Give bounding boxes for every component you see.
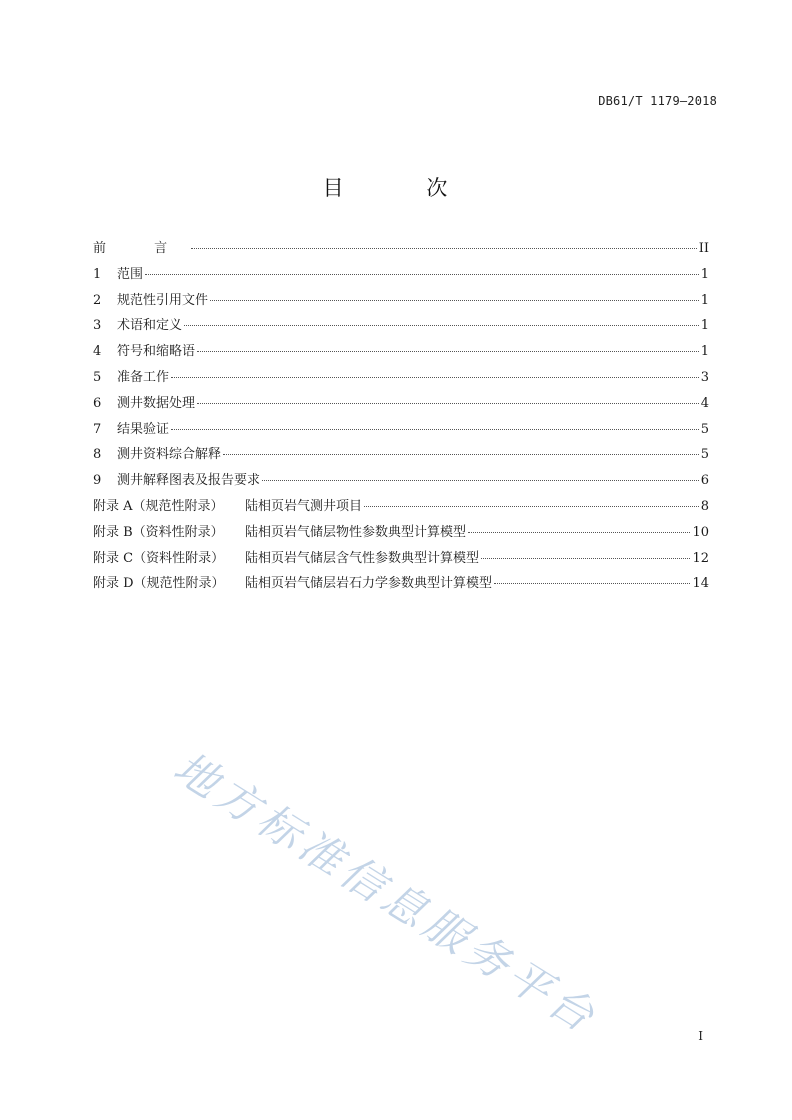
toc-entry-page: 14 <box>692 576 709 592</box>
toc-entry-page: 5 <box>700 421 709 437</box>
toc-entry-label: 测井资料综合解释 <box>117 447 222 463</box>
toc-entry-label: 术语和定义 <box>117 318 183 334</box>
toc-entry-number: 5 <box>93 369 102 385</box>
toc-entry-number: 1 <box>93 266 102 282</box>
toc-appendix-prefix: 附录 A（规范性附录） <box>93 498 224 514</box>
toc-entry-label: 测井数据处理 <box>117 395 196 411</box>
toc-entry-number: 6 <box>93 395 102 411</box>
toc-title: 目 次 <box>322 176 486 200</box>
toc-entry-label: 准备工作 <box>117 369 170 385</box>
dot-leader <box>171 428 699 430</box>
toc-entry-appendix-d[interactable] <box>93 571 709 597</box>
table-of-contents <box>93 236 709 597</box>
page-number: I <box>698 1029 703 1043</box>
toc-entry-2[interactable] <box>93 288 709 314</box>
dot-leader <box>481 557 690 559</box>
doc-code: DB61/T 1179—2018 <box>598 94 717 108</box>
toc-entry-page: 5 <box>700 447 709 463</box>
toc-entry-number: 4 <box>93 344 102 360</box>
toc-appendix-prefix: 附录 D（规范性附录） <box>93 576 225 592</box>
dot-leader <box>468 531 690 533</box>
toc-entry-number: 9 <box>93 473 102 489</box>
toc-entry-appendix-b[interactable] <box>93 520 709 546</box>
toc-entry-label: 前 言 <box>93 241 190 256</box>
dot-leader <box>197 402 699 404</box>
toc-entry-label: 规范性引用文件 <box>117 292 209 308</box>
toc-entry-page: 1 <box>700 344 709 360</box>
toc-entry-foreword[interactable] <box>93 236 709 262</box>
toc-entry-label: 陆相页岩气储层含气性参数典型计算模型 <box>245 550 480 566</box>
toc-entry-label: 陆相页岩气储层岩石力学参数典型计算模型 <box>245 576 493 592</box>
toc-entry-appendix-c[interactable] <box>93 546 709 572</box>
toc-entry-label: 符号和缩略语 <box>117 344 196 360</box>
toc-entry-page: 6 <box>700 473 709 489</box>
dot-leader <box>197 350 699 352</box>
dot-leader <box>223 453 699 455</box>
dot-leader <box>171 376 699 378</box>
toc-entry-6[interactable] <box>93 391 709 417</box>
toc-entry-page: 4 <box>700 395 709 411</box>
toc-entry-page: 12 <box>692 550 709 566</box>
toc-entry-page: 8 <box>700 498 709 514</box>
dot-leader <box>210 299 699 301</box>
toc-entry-4[interactable] <box>93 339 709 365</box>
dot-leader <box>145 273 699 275</box>
watermark: 地方标准信息服务平台 <box>164 742 607 1045</box>
toc-entry-9[interactable] <box>93 468 709 494</box>
toc-entry-number: 8 <box>93 447 102 463</box>
toc-appendix-prefix: 附录 C（资料性附录） <box>93 550 225 566</box>
toc-appendix-prefix: 附录 B（资料性附录） <box>93 524 224 540</box>
dot-leader <box>191 247 697 249</box>
toc-entry-appendix-a[interactable] <box>93 494 709 520</box>
dot-leader <box>494 582 690 584</box>
toc-entry-page: 1 <box>700 292 709 308</box>
toc-entry-label: 范围 <box>117 266 144 282</box>
toc-entry-page: 1 <box>700 266 709 282</box>
toc-entry-number: 2 <box>93 292 102 308</box>
toc-entry-7[interactable] <box>93 417 709 443</box>
toc-entry-page: 3 <box>700 369 709 385</box>
toc-entry-label: 陆相页岩气储层物性参数典型计算模型 <box>245 524 467 540</box>
toc-entry-number: 3 <box>93 318 102 334</box>
toc-entry-number: 7 <box>93 421 102 437</box>
dot-leader <box>364 505 699 507</box>
toc-entry-page: II <box>698 241 709 256</box>
toc-entry-8[interactable] <box>93 442 709 468</box>
toc-entry-label: 测井解释图表及报告要求 <box>117 473 261 489</box>
toc-entry-label: 陆相页岩气测井项目 <box>245 498 363 514</box>
dot-leader <box>262 479 699 481</box>
toc-entry-3[interactable] <box>93 313 709 339</box>
toc-entry-5[interactable] <box>93 365 709 391</box>
toc-entry-1[interactable] <box>93 262 709 288</box>
toc-entry-page: 1 <box>700 318 709 334</box>
toc-entry-label: 结果验证 <box>117 421 170 437</box>
dot-leader <box>184 324 699 326</box>
toc-entry-page: 10 <box>692 524 709 540</box>
